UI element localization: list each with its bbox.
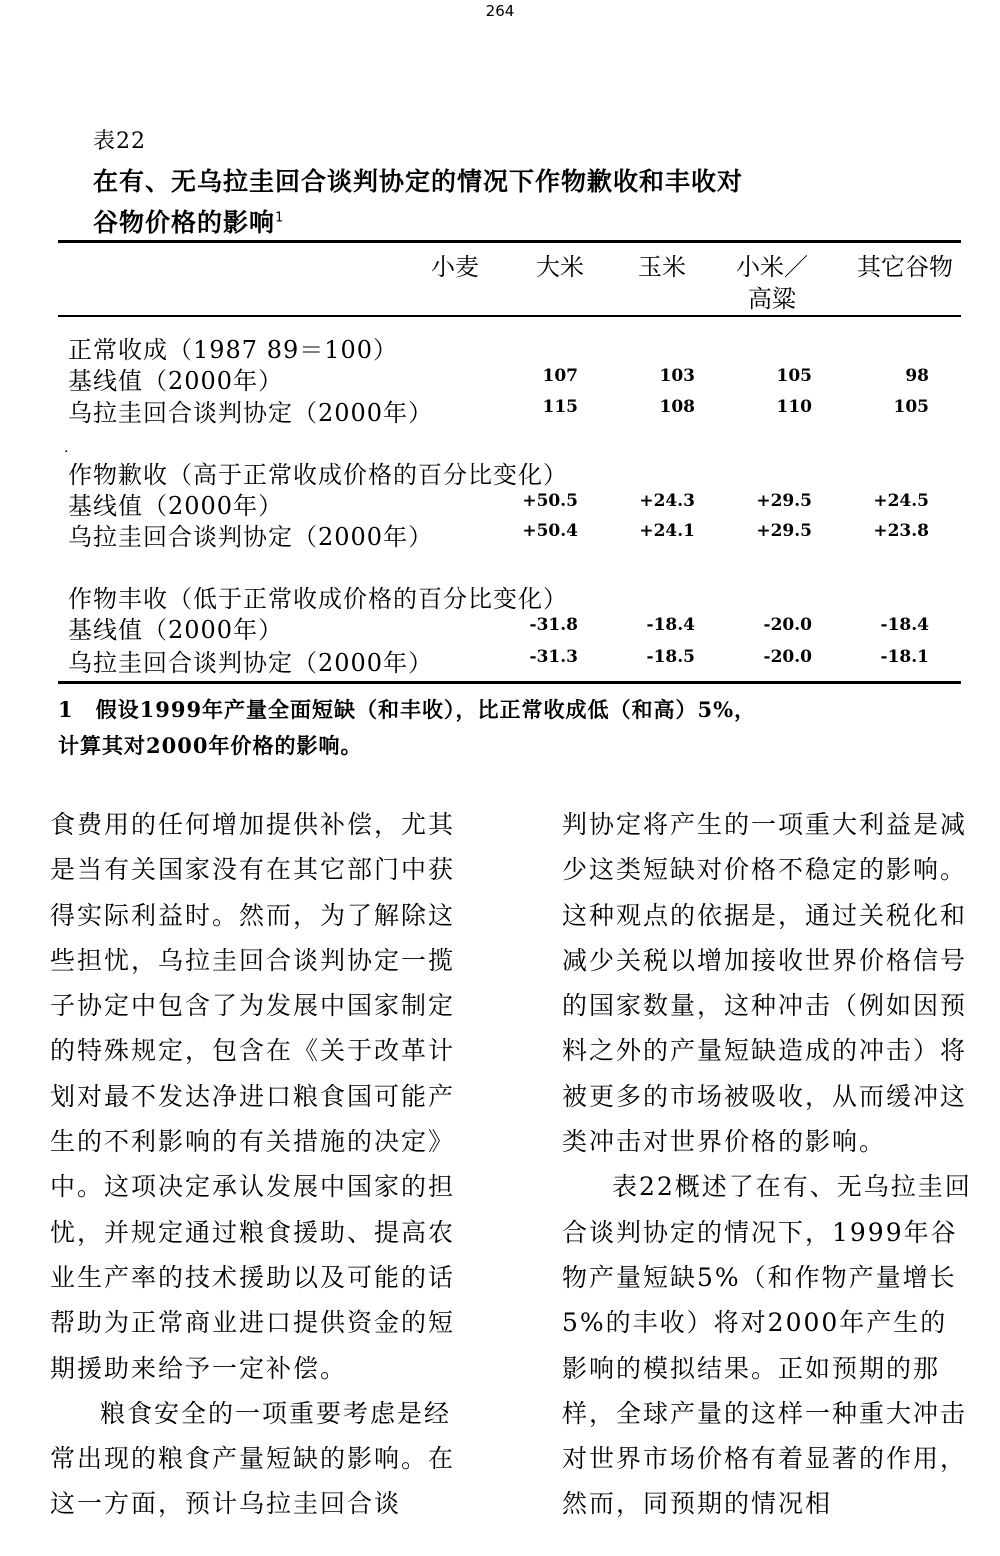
row-label: 乌拉圭回合谈判协定（2000年） — [68, 523, 434, 551]
table-cell: +24.5 — [873, 491, 929, 511]
section-heading-normal: 正常收成（1987 89＝100） — [68, 336, 399, 364]
body-paragraph: 粮食安全的一项重要考虑是经常出现的粮食产量短缺的影响。在这一方面，预计乌拉圭回合谈 — [50, 1398, 456, 1519]
table-cell: 98 — [905, 366, 929, 386]
table-cell: -18.1 — [880, 647, 929, 667]
section-heading-bumper: 作物丰收（低于正常收成价格的百分比变化） — [68, 585, 568, 613]
table-cell: +23.8 — [873, 521, 929, 541]
row-label: 基线值（2000年） — [68, 492, 284, 520]
footnote-line-2: 计算其对2000年价格的影响。 — [58, 733, 363, 758]
table-title-text: 谷物价格的影响 — [93, 208, 276, 237]
row-label: 基线值（2000年） — [68, 616, 284, 644]
table-cell: +50.5 — [522, 491, 578, 511]
table-cell: -31.8 — [529, 615, 578, 635]
table-cell: -18.4 — [880, 615, 929, 635]
body-paragraph: 判协定将产生的一项重大利益是减少这类短缺对价格不稳定的影响。这种观点的依据是，通过关税化和减少关税以增加接收世界价格信号的国家数量，这种冲击（例如因预料之外的产量短缺造成的冲击）将被更多的市场被吸收，从而缓冲这类冲击对世界价格的影响。 — [562, 810, 968, 1157]
table-cell: 107 — [542, 366, 578, 386]
table-header-rule — [58, 315, 961, 317]
table-cell: +24.1 — [639, 521, 695, 541]
table-cell: +29.5 — [756, 491, 812, 511]
col-header-rice: 大米 — [536, 253, 584, 281]
table-cell: -20.0 — [763, 647, 812, 667]
table-title-line-1: 在有、无乌拉圭回合谈判协定的情况下作物歉收和丰收对 — [93, 167, 744, 196]
col-header-maize: 玉米 — [638, 253, 686, 281]
table-cell: 108 — [659, 397, 695, 417]
table-cell: -31.3 — [529, 647, 578, 667]
section-heading-shortfall: 作物歉收（高于正常收成价格的百分比变化） — [68, 461, 568, 489]
page-number: 264 — [485, 2, 515, 20]
row-label: 乌拉圭回合谈判协定（2000年） — [68, 649, 434, 677]
table-cell: 115 — [542, 397, 578, 417]
table-cell: 103 — [659, 366, 695, 386]
body-right-column — [562, 802, 972, 1527]
table-label: 表22 — [93, 129, 146, 154]
table-cell: -18.5 — [646, 647, 695, 667]
col-header-millet: 小米／ — [736, 253, 808, 281]
table-cell: +24.3 — [639, 491, 695, 511]
table-cell: +50.4 — [522, 521, 578, 541]
col-header-millet-sorghum — [722, 251, 822, 315]
table-cell: 110 — [776, 397, 812, 417]
table-top-rule — [58, 240, 961, 243]
row-label: 基线值（2000年） — [68, 367, 284, 395]
col-header-sorghum: 高粱 — [748, 285, 796, 313]
footnote-line-1: 1 假设1999年产量全面短缺（和丰收），比正常收成低（和高）5%， — [58, 697, 757, 722]
col-header-other-grains: 其它谷物 — [857, 253, 953, 281]
table-cell: +29.5 — [756, 521, 812, 541]
table-cell: 105 — [776, 366, 812, 386]
table-cell: 105 — [893, 397, 929, 417]
table-bottom-rule — [58, 681, 961, 684]
body-paragraph: 食费用的任何增加提供补偿，尤其是当有关国家没有在其它部门中获得实际利益时。然而，为了解除这些担忧，乌拉圭回合谈判协定一揽子协定中包含了为发展中国家制定的特殊规定，包含在《关于改革计划对最不发达净进口粮食国可能产生的不利影响的有关措施的决定》中。这项决定承认发展中国家的担忧，并规定通过粮食援助、提高农业生产率的技术援助以及可能的话帮助为正常商业进口提供资金的短期援助来给予一定补偿。 — [50, 810, 456, 1383]
body-paragraph: 表22概述了在有、无乌拉圭回合谈判协定的情况下，1999年谷物产量短缺5%（和作物产量增长5%的丰收）将对2000年产生的影响的模拟结果。正如预期的那样，全球产量的这样一种重大冲击对世界市场价格有着显著的作用，然而，同预期的情况相 — [562, 1172, 972, 1519]
table-title-line-2 — [93, 203, 284, 239]
title-footnote-mark: 1 — [275, 210, 285, 226]
table-cell: -20.0 — [763, 615, 812, 635]
table-footnote — [58, 692, 968, 764]
table-cell: -18.4 — [646, 615, 695, 635]
row-label: 乌拉圭回合谈判协定（2000年） — [68, 399, 434, 427]
col-header-wheat: 小麦 — [431, 253, 479, 281]
stray-mark: . — [64, 440, 69, 456]
body-left-column — [50, 802, 470, 1527]
